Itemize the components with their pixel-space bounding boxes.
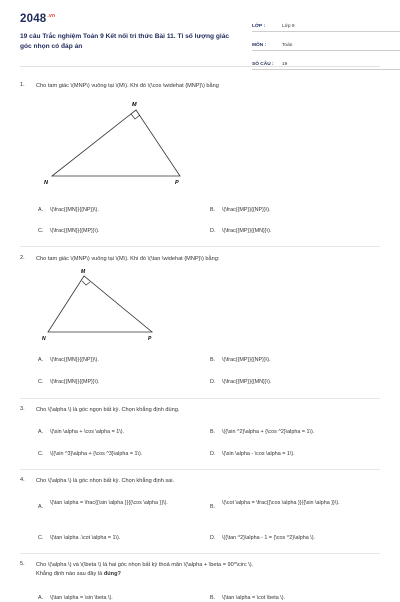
question-text: Cho \(\alpha \) và \(\beta \) là hai góc nhọn bất kỳ thoả mãn \(\alpha + \beta = 90^\circ \). Khẳng định nào sau đây là đúng?: [36, 562, 254, 577]
question-text: Cho tam giác \(MNP\) vuông tại \(M\). Khi đó \(\cos \widehat {MNP}\) bằng: [36, 83, 219, 89]
header-divider: [20, 66, 380, 67]
triangle-shape: [48, 276, 152, 332]
site-logo[interactable]: $2048^{.vn}$: [20, 13, 56, 25]
question-divider: [20, 553, 380, 554]
question-text: Cho \(\alpha \) là góc nhọn bất kỳ. Chọn khẳng định sai.: [36, 478, 175, 484]
question-divider: [20, 469, 380, 470]
meta-row-subject: MÔN : Toán: [252, 35, 400, 51]
vertex-label-m: M: [132, 102, 137, 108]
right-angle-mark: [82, 281, 90, 285]
question-divider: [20, 398, 380, 399]
vertex-label-n: N: [42, 336, 46, 342]
triangle-figure-2: [40, 266, 160, 344]
vertex-label-n: N: [44, 180, 48, 186]
vertex-label-p: P: [175, 180, 179, 186]
triangle-shape: [52, 110, 180, 176]
question-text: Cho tam giác \(MNP\) vuông tại \(M\). Khi đó \(\tan \widehat {MNP}\) bằng:: [36, 256, 220, 262]
meta-row-class: LỚP : Lớp 9: [252, 16, 400, 32]
triangle-figure-1: [40, 96, 190, 190]
vertex-label-m: M: [81, 269, 86, 275]
question-divider: [20, 246, 380, 247]
question-text: Cho \(\alpha \) là góc ngọn bất kỳ. Chọn khẳng định đúng.: [36, 407, 180, 413]
vertex-label-p: P: [148, 336, 152, 342]
meta-row-count: SỐ CÂU : 19: [252, 54, 400, 70]
document-title: 19 câu Trắc nghiệm Toán 9 Kết nối tri thức Bài 11. Tỉ số lượng giác góc nhọn có đáp án: [20, 33, 230, 50]
page-header: [20, 0, 380, 67]
right-angle-mark: [131, 114, 140, 119]
meta-box: [252, 16, 400, 73]
